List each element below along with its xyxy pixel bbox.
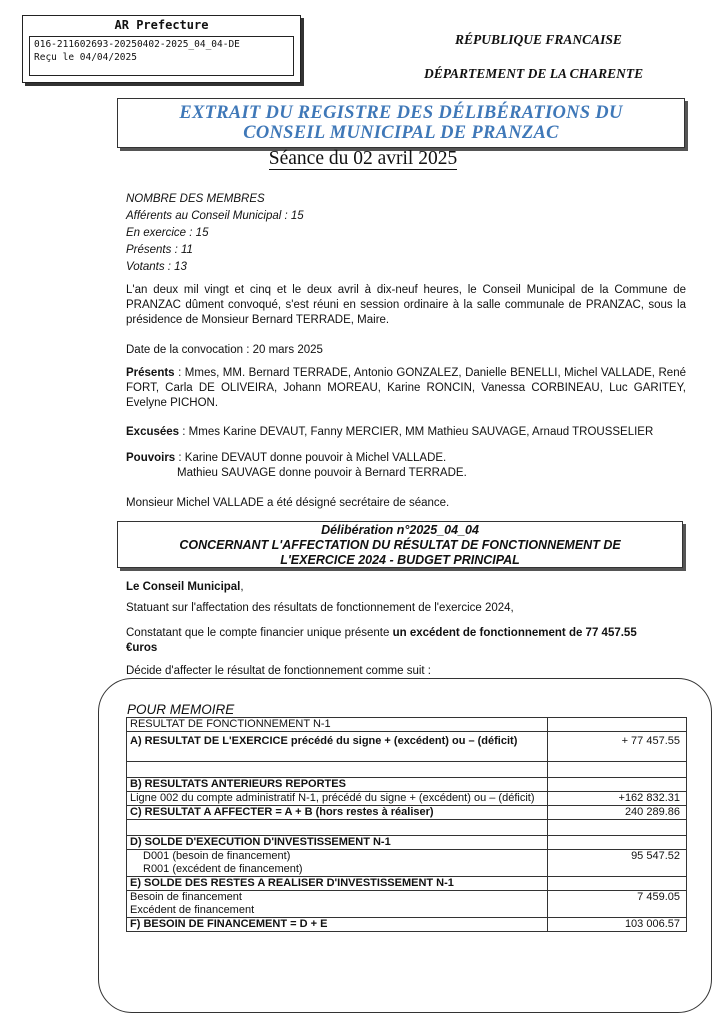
empty-cell	[548, 836, 687, 850]
row-b-detail: Ligne 002 du compte administratif N-1, précédé du signe + (excédent) ou – (déficit)	[127, 792, 548, 806]
row-b-title	[127, 778, 548, 792]
session-date	[0, 148, 726, 170]
row-a-detail: précédé du signe + (excédent) ou – (déficit)	[287, 735, 518, 747]
empty-cell	[548, 877, 687, 891]
empty-cell	[548, 778, 687, 792]
pouvoirs-line2: Mathieu SAUVAGE donne pouvoir à Bernard TERRADE.	[177, 467, 467, 479]
decide-line: Décide d'affecter le résultat de fonctionnement comme suit :	[126, 665, 431, 677]
presents-paragraph	[126, 366, 686, 411]
stamp-received-date: Reçu le 04/04/2025	[34, 52, 137, 63]
statuant-line: Statuant sur l'affectation des résultats de fonctionnement de l'exercice 2024,	[126, 602, 514, 614]
table-row	[127, 820, 687, 836]
pouvoirs-label: Pouvoirs	[126, 452, 176, 464]
empty-cell	[548, 820, 687, 836]
row-label	[127, 732, 548, 762]
row-b-title-text: B) RESULTATS ANTERIEURS REPORTES	[130, 778, 346, 790]
pouvoirs-paragraph	[126, 451, 467, 481]
empty-cell	[127, 762, 548, 778]
row-a-value: + 77 457.55	[548, 732, 687, 762]
register-title-box	[117, 98, 685, 148]
table-row	[127, 732, 687, 762]
row-d001-value: 95 547.52	[548, 850, 687, 877]
row-value	[548, 718, 687, 732]
deliberation-title-line2: L'EXERCICE 2024 - BUDGET PRINCIPAL	[280, 553, 520, 567]
row-e-detail	[127, 891, 548, 918]
table-row	[127, 836, 687, 850]
row-c-title	[127, 806, 548, 820]
empty-cell	[127, 820, 548, 836]
row-c-value: 240 289.86	[548, 806, 687, 820]
deliberation-title-line1: CONCERNANT L'AFFECTATION DU RÉSULTAT DE FONCTIONNEMENT DE	[179, 538, 621, 552]
republic-heading: RÉPUBLIQUE FRANCAISE	[455, 32, 622, 47]
members-block	[126, 191, 304, 276]
excuses-paragraph	[126, 425, 653, 440]
row-f-title	[127, 918, 548, 932]
row-e-title-text: E) SOLDE DES RESTES A REALISER D'INVESTISSEMENT N-1	[130, 877, 454, 889]
members-votants: Votants : 13	[126, 261, 187, 273]
row-e-value: 7 459.05	[548, 891, 687, 918]
row-r001-label: R001 (excédent de financement)	[143, 863, 303, 875]
row-d001-label: D001 (besoin de financement)	[143, 850, 291, 862]
row-d001	[127, 850, 548, 877]
prefecture-stamp	[22, 15, 301, 83]
deliberation-box	[117, 521, 683, 568]
constatant-amount: un excédent de fonctionnement de 77 457.55 €uros	[126, 627, 637, 654]
pouvoirs-line1: : Karine DEVAUT donne pouvoir à Michel VALLADE.	[175, 452, 447, 464]
row-d-title-text: D) SOLDE D'EXECUTION D'INVESTISSEMENT N-1	[130, 836, 391, 848]
row-e-excedent: Excédent de financement	[130, 904, 255, 916]
table-row	[127, 778, 687, 792]
members-exercice: En exercice : 15	[126, 227, 209, 239]
row-c-title-text: C) RESULTAT A AFFECTER = A + B (hors restes à réaliser)	[130, 806, 434, 818]
members-afferents: Afférents au Conseil Municipal : 15	[126, 210, 304, 222]
stamp-title: AR Prefecture	[114, 18, 209, 32]
session-date-text: Séance du 02 avril 2025	[268, 148, 458, 169]
deliberation-number: Délibération n°2025_04_04	[321, 523, 479, 537]
result-table	[126, 717, 687, 932]
table-row	[127, 877, 687, 891]
memo-label: POUR MEMOIRE	[127, 702, 235, 717]
row-f-value: 103 006.57	[548, 918, 687, 932]
row-e-besoin: Besoin de financement	[130, 891, 242, 903]
constatant-prefix: Constatant que le compte financier unique présente	[126, 627, 393, 639]
presents-label: Présents	[126, 367, 175, 379]
stamp-details	[29, 36, 294, 76]
register-title-line2: CONSEIL MUNICIPAL DE PRANZAC	[243, 123, 559, 143]
secretary-line: Monsieur Michel VALLADE a été désigné secrétaire de séance.	[126, 497, 450, 509]
excuses-list: : Mmes Karine DEVAUT, Fanny MERCIER, MM Mathieu SAUVAGE, Arnaud TROUSSELIER	[179, 426, 654, 438]
council-heading-text: Le Conseil Municipal	[126, 581, 241, 593]
empty-cell	[548, 762, 687, 778]
council-heading-suffix: ,	[240, 581, 244, 593]
row-d-title	[127, 836, 548, 850]
register-title-line1: EXTRAIT DU REGISTRE DES DÉLIBÉRATIONS DU	[179, 103, 623, 123]
table-row	[127, 762, 687, 778]
council-heading	[126, 580, 244, 595]
row-b-value: +162 832.31	[548, 792, 687, 806]
table-row	[127, 850, 687, 877]
convocation-date: Date de la convocation : 20 mars 2025	[126, 344, 323, 356]
table-row	[127, 918, 687, 932]
intro-paragraph: L'an deux mil vingt et cinq et le deux avril à dix-neuf heures, le Conseil Municipal de la Commune de PRANZAC dûment convoqué, s'est réuni en session ordinaire à la salle communale de PRANZAC, sous la présidence de Monsieur Bernard TERRADE, Maire.	[126, 284, 686, 326]
stamp-reference: 016-211602693-20250402-2025_04_04-DE	[34, 39, 240, 50]
row-label: RESULTAT DE FONCTIONNEMENT N-1	[127, 718, 548, 732]
row-e-title	[127, 877, 548, 891]
excuses-label: Excusées	[126, 426, 180, 438]
table-row	[127, 718, 687, 732]
presents-list: : Mmes, MM. Bernard TERRADE, Antonio GONZALEZ, Danielle BENELLI, Michel VALLADE, René FORT, Carla DE OLIVEIRA, Johann MOREAU, Karine RONCIN, Vanessa CORBINEAU, Luc GARITEY, Evelyne PICHON.	[126, 367, 686, 409]
table-row	[127, 792, 687, 806]
table-row	[127, 891, 687, 918]
members-heading: NOMBRE DES MEMBRES	[126, 193, 265, 205]
constatant-line	[126, 626, 666, 656]
row-a-title: A) RESULTAT DE L'EXERCICE	[130, 735, 288, 747]
row-f-title-text: F) BESOIN DE FINANCEMENT = D + E	[130, 918, 328, 930]
table-row	[127, 806, 687, 820]
members-presents: Présents : 11	[126, 244, 193, 256]
department-heading: DÉPARTEMENT DE LA CHARENTE	[424, 66, 644, 81]
